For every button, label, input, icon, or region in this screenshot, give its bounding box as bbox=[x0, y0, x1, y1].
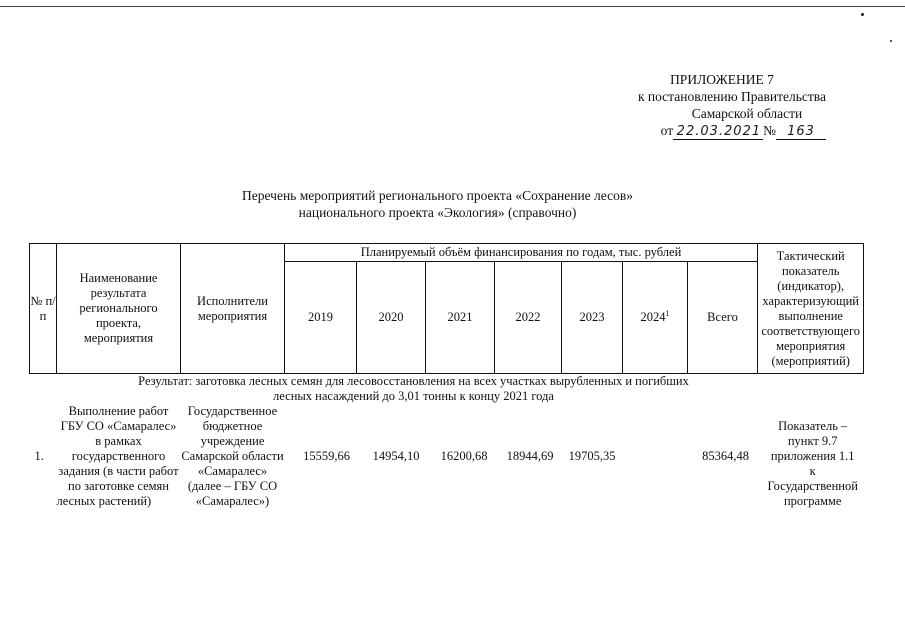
header-number: № п/п bbox=[30, 244, 57, 374]
number-label: № bbox=[763, 123, 776, 138]
row-indicator: Показатель – пункт 9.7 приложения 1.1 к Государственной программе bbox=[767, 418, 858, 508]
header-year: 2022 bbox=[495, 262, 562, 374]
row-value-2024 bbox=[623, 404, 688, 509]
row-value-2022: 18944,69 bbox=[506, 449, 554, 463]
handwritten-date: 22.03.2021 bbox=[673, 124, 763, 140]
row-total: 85364,48 bbox=[702, 449, 749, 463]
header-funding-group: Планируемый объём финансирования по годам, тыс. рублей bbox=[285, 244, 758, 262]
footnote-marker: 1 bbox=[665, 308, 670, 318]
row-activity: Выполнение работ ГБУ СО «Самаралес» в рамках государственного задания (в части работ по заготовке семян лесных растений) bbox=[56, 404, 179, 508]
header-result-name: Наименование результата регионального проекта, мероприятия bbox=[57, 244, 181, 374]
row-value-2023: 19705,35 bbox=[568, 449, 616, 463]
header-indicator: Тактический показатель (индикатор), характеризующий выполнение соответствующего мероприятия (мероприятий) bbox=[758, 244, 864, 374]
row-number: 1. bbox=[34, 449, 44, 463]
header-executors: Исполнители мероприятия bbox=[181, 244, 285, 374]
scan-speck bbox=[861, 13, 864, 16]
document-title-line1: Перечень мероприятий регионального проекта «Сохранение лесов» bbox=[242, 188, 633, 203]
activities-table bbox=[29, 243, 864, 509]
result-description bbox=[30, 374, 758, 405]
row-value-2020: 14954,10 bbox=[372, 449, 420, 463]
header-year-2024: 2024$^1$ bbox=[623, 262, 688, 374]
result-line1: Результат: заготовка лесных семян для лесовосстановления на всех участках вырубленных и погибших bbox=[138, 374, 689, 388]
appendix-region: Самарской области bbox=[691, 106, 803, 121]
scan-speck bbox=[890, 40, 892, 42]
header-year: 2020 bbox=[357, 262, 426, 374]
appendix-title: ПРИЛОЖЕНИЕ 7 bbox=[670, 72, 774, 87]
result-line2: лесных насаждений до 3,01 тонны к концу 2021 года bbox=[273, 389, 554, 403]
header-year: 2023 bbox=[562, 262, 623, 374]
handwritten-number: 163 bbox=[776, 124, 826, 140]
row-value-2021: 16200,68 bbox=[440, 449, 488, 463]
from-label: от bbox=[660, 123, 674, 138]
table-row bbox=[30, 404, 864, 509]
appendix-resolution: к постановлению Правительства bbox=[637, 89, 826, 104]
row-value-2019: 15559,66 bbox=[303, 449, 350, 463]
row-executor: Государственное бюджетное учреждение Самарской области «Самаралес» (далее – ГБУ СО «Самаралес») bbox=[181, 404, 284, 508]
appendix-date-number bbox=[638, 122, 826, 140]
document-title-line2: национального проекта «Экология» (справочно) bbox=[298, 205, 577, 220]
document-title bbox=[0, 187, 905, 221]
header-total: Всего bbox=[688, 262, 758, 374]
appendix-block bbox=[638, 71, 826, 140]
header-year: 2021 bbox=[426, 262, 495, 374]
scan-top-edge bbox=[0, 6, 905, 7]
header-year: 2019 bbox=[285, 262, 357, 374]
